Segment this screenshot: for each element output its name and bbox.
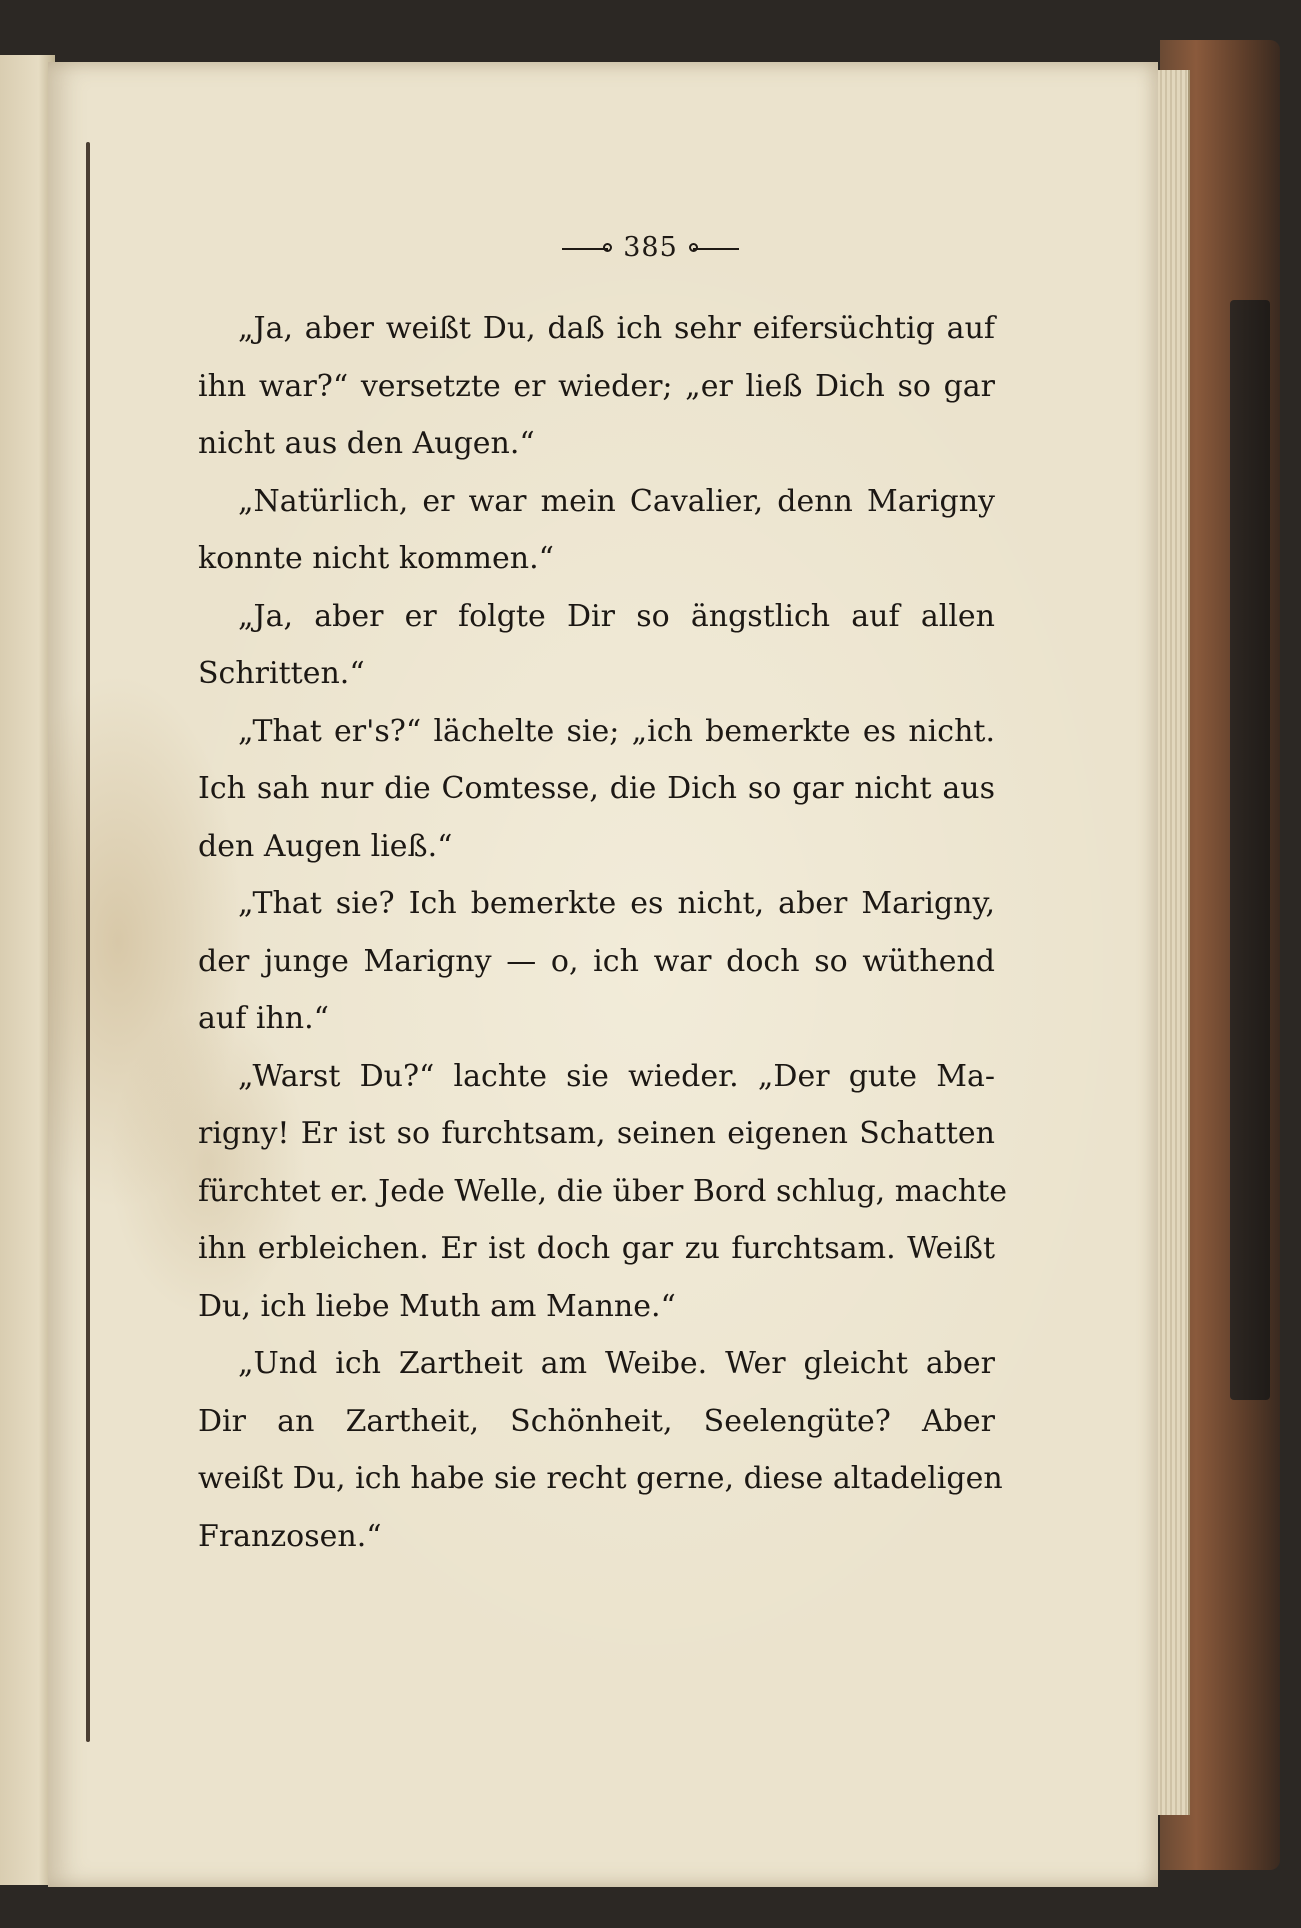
text-line: „Warst Du?“ lachte sie wieder. „Der gute Ma-: [238, 1058, 995, 1094]
text-line: „Natürlich, er war mein Cavalier, denn Marigny: [238, 483, 995, 519]
text-line: „That er's?“ lächelte sie; „ich bemerkte es nicht.: [238, 713, 995, 749]
text-line: ihn war?“ versetzte er wieder; „er ließ Dich so gar: [198, 368, 995, 404]
text-line: Ich sah nur die Comtesse, die Dich so gar nicht aus: [198, 771, 995, 806]
text-line: fürchtet er. Jede Welle, die über Bord schlug, machte: [198, 1173, 1008, 1209]
paragraph: [198, 875, 995, 1048]
page-header: [0, 232, 1301, 263]
paragraph: [198, 1048, 1008, 1336]
text-line: Du, ich liebe Muth am Manne.“: [198, 1288, 676, 1324]
ornament-left-icon: [562, 248, 608, 250]
page-body-text: [198, 300, 1008, 1565]
text-line: Schritten.“: [198, 656, 365, 691]
text-line: konnte nicht kommen.“: [198, 541, 554, 576]
paragraph: [198, 300, 995, 473]
text-line: rigny! Er ist so furchtsam, seinen eigenen Schatten: [198, 1116, 995, 1151]
text-line: Dir an Zartheit, Schönheit, Seelengüte? Aber: [198, 1403, 995, 1439]
text-line: weißt Du, ich habe sie recht gerne, diese altadeligen: [198, 1461, 1003, 1496]
text-line: „Ja, aber weißt Du, daß ich sehr eifersüchtig auf: [238, 311, 995, 346]
binding-stitch: [86, 142, 90, 1742]
paragraph: [198, 1335, 1003, 1565]
text-line: „Und ich Zartheit am Weibe. Wer gleicht aber: [238, 1346, 995, 1381]
text-line: „That sie? Ich bemerkte es nicht, aber Marigny,: [238, 886, 995, 921]
paragraph: [198, 703, 995, 876]
left-page-edge: [0, 55, 55, 1885]
paragraph: [198, 588, 995, 703]
text-line: auf ihn.“: [198, 1001, 329, 1036]
text-line: den Augen ließ.“: [198, 828, 453, 864]
text-line: Franzosen.“: [198, 1518, 382, 1554]
text-line: ihn erbleichen. Er ist doch gar zu furchtsam. Weißt: [198, 1231, 995, 1266]
text-line: „Ja, aber er folgte Dir so ängstlich auf allen: [238, 598, 995, 634]
ornament-right-icon: [693, 248, 739, 250]
text-line: nicht aus den Augen.“: [198, 426, 535, 461]
book-cover-spine-band: [1230, 300, 1270, 1400]
text-line: der junge Marigny — o, ich war doch so wüthend: [198, 943, 995, 979]
page-number: 385: [623, 232, 678, 263]
paragraph: [198, 473, 995, 588]
